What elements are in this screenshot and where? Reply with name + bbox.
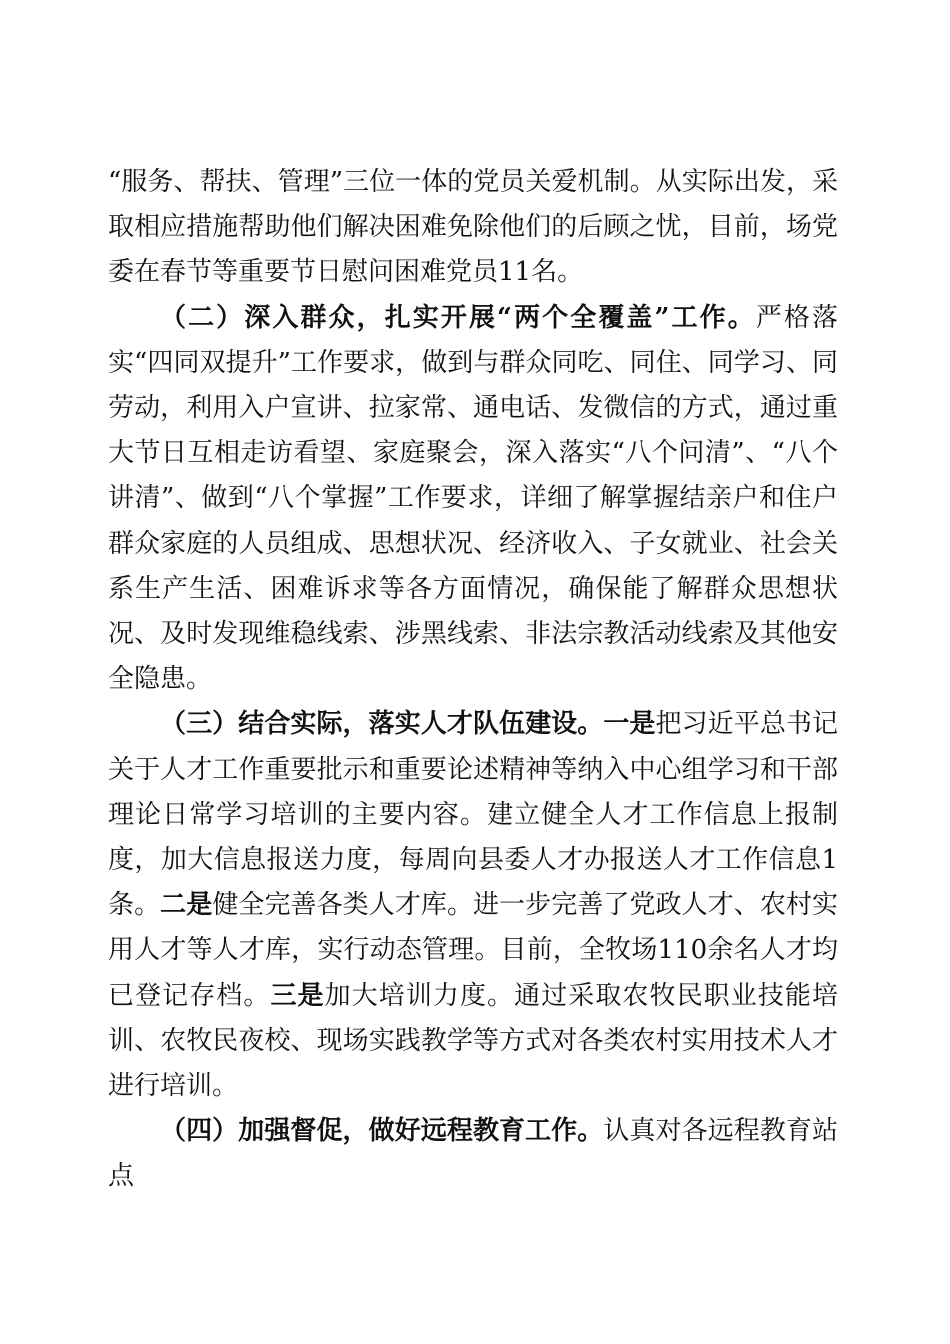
point-lead-two: 二是 bbox=[160, 890, 213, 921]
paragraph-two-coverage bbox=[108, 296, 838, 703]
point-lead-three: 三是 bbox=[270, 980, 325, 1011]
point-text-three: 加大培训力度。通过采取农牧民职业技能培训、农牧民夜校、现场实践教学等方式对各类农村实用技术人才进行培训。 bbox=[108, 980, 838, 1102]
section-heading-three: （三）结合实际，落实人才队伍建设。 bbox=[160, 709, 604, 740]
paragraph-talent-team bbox=[108, 702, 838, 1109]
section-heading-four: （四）加强督促，做好远程教育工作。 bbox=[160, 1116, 604, 1147]
document-page bbox=[108, 160, 838, 1200]
point-text-two: 健全完善各类人才库。进一步完善了党政人才、农村实用人才等人才库，实行动态管理。目前，全牧场110余名人才均已登记存档。 bbox=[108, 890, 838, 1011]
section-heading-two: （二）深入群众，扎实开展“两个全覆盖”工作。 bbox=[160, 302, 756, 333]
point-lead-one: 一是 bbox=[603, 709, 656, 740]
paragraph-text: 认真对各远程教育站点 bbox=[108, 1116, 838, 1192]
point-text-one: 把习近平总书记关于人才工作重要批示和重要论述精神等纳入中心组学习和干部理论日常学习培训的主要内容。建立健全人才工作信息上报制度，加大信息报送力度，每周向县委人才办报送人才工作信息1条。 bbox=[108, 709, 838, 921]
paragraph-care-mechanism bbox=[108, 160, 838, 296]
paragraph-text: 严格落实“四同双提升”工作要求，做到与群众同吃、同住、同学习、同劳动，利用入户宣讲、拉家常、通电话、发微信的方式，通过重大节日互相走访看望、家庭聚会，深入落实“八个问清”、“八个讲清”、做到“八个掌握”工作要求，详细了解掌握结亲户和住户群众家庭的人员组成、思想状况、经济收入、子女就业、社会关系生产生活、困难诉求等各方面情况，确保能了解群众思想状况、及时发现维稳线索、涉黑线索、非法宗教活动线索及其他安全隐患。 bbox=[108, 302, 838, 695]
paragraph-remote-education bbox=[108, 1109, 838, 1199]
paragraph-text: “服务、帮扶、管理”三位一体的党员关爱机制。从实际出发，采取相应措施帮助他们解决困难免除他们的后顾之忧，目前，场党委在春节等重要节日慰问困难党员11名。 bbox=[108, 167, 838, 288]
